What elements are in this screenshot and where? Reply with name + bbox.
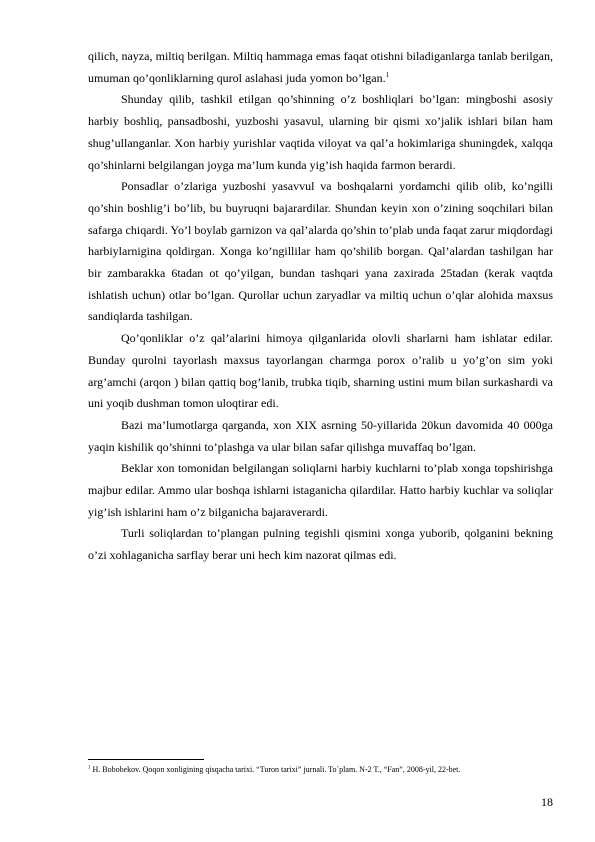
footnote (88, 764, 518, 775)
footnote-marker: 1 (88, 765, 91, 771)
main-text (88, 46, 553, 567)
paragraph-0 (88, 46, 553, 89)
paragraph-3: Qo’qonliklar o’z qal’alarini himoya qilganlarida olovli sharlarni ham ishlatar edilar. Bunday qurolni tayorlash maxsus tayorlangan charmga porox o’ralib u yo’g’on sim yoki arg’amchi (arqon ) bilan qattiq bog’lanib, trubka tiqib, sharning ustini mum bilan surkashardi va uni yoqib dushman tomon uloqtirar edi. (88, 331, 553, 411)
paragraph-0-text: qilich, nayza, miltiq berilgan. Miltiq hammaga emas faqat otishni biladiganlarga tanlab berilgan, umuman qo’qonliklarning qurol aslahasi juda yomon bo’lgan. (88, 49, 553, 85)
paragraph-1: Shunday qilib, tashkil etilgan qo’shinning o’z boshliqlari bo’lgan: mingboshi asosiy harbiy boshliq, pansadboshi, yuzboshi yasavul, ularning bir qismi xo’jalik ishlari bilan ham shug’ullanganlar. Xon harbiy yurishlar vaqtida viloyat va qal’a hokimlariga shuningdek, xalqqa qo’shinlarni belgilangan joyga ma’lum kunda yig’ish haqida farmon berardi. (88, 92, 553, 172)
footnote-divider (88, 759, 204, 760)
paragraph-4: Bazi ma’lumotlarga qarganda, xon XIX asrning 50-yillarida 20kun davomida 40 000ga yaqin kishilik qo’shinni to’plashga va ular bilan safar qilishga muvaffaq bo’lgan. (88, 417, 553, 454)
footnote-ref[interactable]: 1 (385, 70, 390, 79)
page-number: 18 (541, 795, 553, 809)
paragraph-5: Beklar xon tomonidan belgilangan soliqlarni harbiy kuchlarni to’plab xonga topshirishga majbur edilar. Ammo ular boshqa ishlarni istaganicha qilardilar. Hatto harbiy kuchlar va soliqlar yig’ish ishlarini ham o’z bilganicha bajaraverardi. (88, 461, 553, 519)
paragraph-2: Ponsadlar o’zlariga yuzboshi yasavvul va boshqalarni yordamchi qilib olib, ko’ngilli qo’shin boshlig’i bo’lib, bu buyruqni bajarardilar. Shundan keyin xon o’zining soqchilari bilan safarga chiqardi. Yo’l boylab garnizon va qal’alarda qo’shin to’plab unda faqat zarur miqdordagi harbiylarnigina qoldirgan. Xonga ko’ngillilar ham qo’shilib borgan. Qal’alardan tashilgan har bir zambarakka 6tadan ot qo’yilgan, bundan tashqari yana zaxirada 25tadan (kerak vaqtda ishlatish uchun) otlar bo’lgan. Qurollar uchun zaryadlar va miltiq uchun o’qlar alohida maxsus sandiqlarda tashilgan. (88, 179, 553, 324)
paragraph-6: Turli soliqlardan to’plangan pulning tegishli qismini xonga yuborib, qolganini bekning o’zi xohlaganicha sarflay berar uni hech kim nazorat qilmas edi. (88, 526, 553, 563)
footnote-text: H. Bobobekov. Qoqon xonligining qisqacha tarixi. “Turon tarixi” jurnali. To`plam. N-2 T., “Fan”, 2008-yil, 22-bet. (90, 765, 461, 774)
